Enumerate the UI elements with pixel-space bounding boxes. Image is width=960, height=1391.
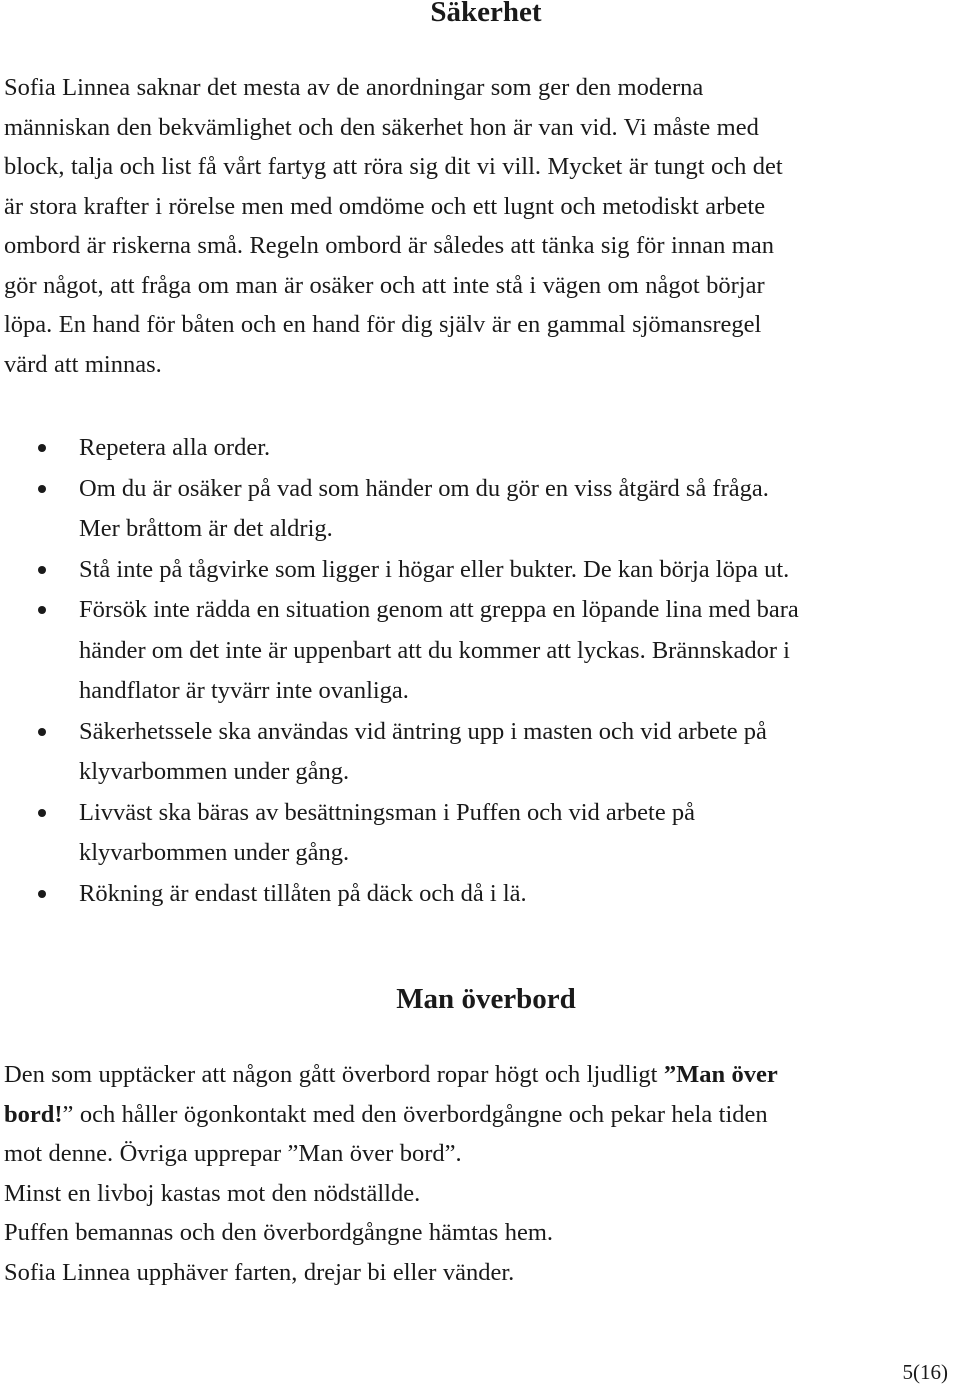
bullet-dot-icon — [38, 444, 46, 452]
rule-line: klyvarbommen under gång. — [79, 839, 350, 866]
rule-line: Livväst ska bäras av besättningsman i Puffen och vid arbete på — [79, 798, 695, 826]
rule-line: Repetera alla order. — [79, 434, 271, 461]
mob-shout-text: bord! — [4, 1100, 63, 1128]
intro-line: Sofia Linnea saknar det mesta av de anordningar som ger den moderna — [4, 74, 704, 101]
mob-line: Sofia Linnea upphäver farten, drejar bi eller vänder. — [4, 1258, 515, 1286]
bullet-dot-icon — [38, 606, 46, 614]
mob-line: mot denne. Övriga upprepar ”Man över bord”. — [4, 1140, 462, 1167]
bullet-dot-icon — [38, 728, 46, 736]
rule-line: Säkerhetssele ska användas vid äntring upp i masten och vid arbete på — [79, 717, 767, 745]
list-item — [0, 874, 960, 915]
intro-line: gör något, att fråga om man är osäker och att inte stå i vägen om något börjar — [4, 271, 765, 299]
rule-line: handflator är tyvärr inte ovanliga. — [79, 677, 409, 704]
rule-line: Om du är osäker på vad som händer om du gör en viss åtgärd så fråga. — [79, 474, 769, 502]
mob-line — [4, 1055, 960, 1095]
rule-line: Stå inte på tågvirke som ligger i högar eller bukter. De kan börja löpa ut. — [79, 555, 790, 583]
mob-line: Minst en livboj kastas mot den nödställde. — [4, 1179, 421, 1207]
list-item — [0, 712, 960, 793]
page-number: 5(16) — [902, 1360, 948, 1384]
list-item — [0, 469, 960, 550]
rule-line: klyvarbommen under gång. — [79, 758, 350, 785]
mob-line: Puffen bemannas och den överbordgångne hämtas hem. — [4, 1219, 554, 1246]
safety-rules-list — [0, 428, 960, 914]
intro-line: ombord är riskerna små. Regeln ombord är således att tänka sig för innan man — [4, 232, 774, 259]
section-title-safety: Säkerhet — [430, 0, 542, 28]
intro-line: är stora krafter i rörelse men med omdöme och ett lugnt och metodiskt arbete — [4, 192, 766, 220]
list-item — [0, 590, 960, 712]
intro-line: löpa. En hand för båten och en hand för dig själv är en gammal sjömansregel — [4, 311, 762, 338]
mob-line2-text: ” och håller ögonkontakt med den överbordgångne och pekar hela tiden — [62, 1100, 768, 1128]
list-item — [0, 793, 960, 874]
rule-line: händer om det inte är uppenbart att du kommer att lyckas. Brännskador i — [79, 636, 790, 664]
list-item — [0, 428, 960, 469]
list-item — [0, 550, 960, 591]
mob-shout-text: ”Man över — [663, 1061, 778, 1088]
mob-line1-text: Den som upptäcker att någon gått överbord ropar högt och ljudligt — [4, 1061, 664, 1088]
intro-line: värd att minnas. — [4, 350, 162, 378]
rule-line: Försök inte rädda en situation genom att greppa en löpande lina med bara — [79, 596, 799, 623]
bullet-dot-icon — [38, 809, 46, 817]
bullet-dot-icon — [38, 485, 46, 493]
bullet-dot-icon — [38, 566, 46, 574]
bullet-dot-icon — [38, 890, 46, 898]
rule-line: Rökning är endast tillåten på däck och då i lä. — [79, 879, 527, 907]
mob-line — [4, 1095, 960, 1135]
intro-line: människan den bekvämlighet och den säkerhet hon är van vid. Vi måste med — [4, 113, 759, 141]
intro-line: block, talja och list få vårt fartyg att röra sig dit vi vill. Mycket är tungt och det — [4, 153, 783, 180]
safety-intro-paragraph — [4, 68, 960, 384]
rule-line: Mer bråttom är det aldrig. — [79, 515, 333, 542]
man-overboard-paragraph — [4, 1055, 960, 1292]
section-title-man-overboard: Man överbord — [396, 983, 576, 1015]
